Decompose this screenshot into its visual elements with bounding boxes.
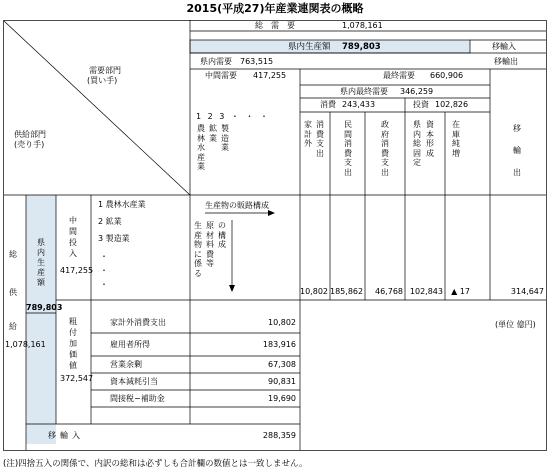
col-exports: 移輸出 <box>513 124 521 177</box>
gross-value-added-value: 372,547 <box>60 374 94 383</box>
page-title: 2015(平成27)年産業連関表の概略 <box>186 2 364 15</box>
domestic-production-row-value: 789,803 <box>26 303 63 312</box>
intermediate-demand-value: 417,255 <box>253 71 287 80</box>
value-exports: 314,647 <box>510 287 544 296</box>
domestic-final-demand-label: 県内最終需要 <box>340 87 388 96</box>
industry-dot-3: ・ <box>100 280 108 289</box>
value-added-value-2: 67,308 <box>268 360 296 369</box>
investment-value: 102,826 <box>435 100 469 109</box>
final-demand-value: 660,906 <box>430 71 464 80</box>
benefit-char: 給 <box>9 322 17 331</box>
down-arrow-head <box>229 285 235 292</box>
col-household-ext-a: 家計外 <box>304 120 312 149</box>
value-added-label-0: 家計外消費支出 <box>110 318 166 327</box>
exports-header: 移輸出 <box>494 57 518 66</box>
value-added-label-1: 雇用者所得 <box>110 340 150 349</box>
industry-2: 2 鉱業 <box>98 217 122 226</box>
total-demand-value: 1,078,161 <box>342 21 383 30</box>
consumption-label: 消費 <box>320 100 336 109</box>
cost-structure-col-2: 原材料費等 <box>206 221 214 269</box>
total-supply-char: 総 <box>9 250 17 259</box>
cost-structure-col-3: の構成 <box>218 221 226 250</box>
unit-label: (単位 億円) <box>495 320 536 329</box>
col-agriculture: 農林水産業 <box>197 124 205 172</box>
domestic-production-label: 県内生産額 <box>288 42 331 52</box>
sales-structure-label: 生産物の販路構成 <box>205 201 269 210</box>
demand-sector-label: 需要部門 <box>89 66 121 75</box>
industry-dot-2: ・ <box>100 266 108 275</box>
cost-structure-col-1: 生産物に係る <box>194 221 202 278</box>
consumption-value: 243,433 <box>342 100 376 109</box>
column-numbers: 1 2 3 ・ ・ ・ <box>196 112 270 121</box>
right-arrow-head <box>268 210 275 216</box>
value-added-value-4: 19,690 <box>268 394 296 403</box>
value-added-label-3: 資本減耗引当 <box>110 377 158 386</box>
col-household-ext-b: 消費支出 <box>316 120 324 158</box>
col-fixed-capital-b: 資本形成 <box>426 120 434 158</box>
imports-row-value: 288,359 <box>262 431 296 440</box>
value-added-value-3: 90,831 <box>268 377 296 386</box>
value-added-label-2: 営業余剰 <box>110 360 142 369</box>
value-inventory: ▲ 17 <box>451 287 470 296</box>
supply-sector-label: 供給部門 <box>14 130 46 139</box>
industry-1: 1 農林水産業 <box>98 200 146 209</box>
col-manufacturing: 製造業 <box>221 124 229 153</box>
industry-3: 3 製造業 <box>98 234 130 243</box>
imports-row-label: 移輸入 <box>48 431 84 440</box>
domestic-production-value: 789,803 <box>342 42 381 52</box>
col-inventory: 在庫純増 <box>452 120 460 158</box>
domestic-production-row-label: 県内生産額 <box>37 238 45 287</box>
buyer-label: (買い手) <box>87 76 118 85</box>
col-mining: 鉱業 <box>209 124 217 143</box>
domestic-demand-label: 県内需要 <box>200 57 232 66</box>
value-government-consumption: 46,768 <box>375 287 403 296</box>
supply-char: 供 <box>9 288 17 297</box>
value-household-ext: 10,802 <box>300 287 328 296</box>
industry-dot-1: ・ <box>100 252 108 261</box>
total-demand-label: 総 需 要 <box>255 21 295 30</box>
gross-value-added-label: 粗付加価値 <box>69 317 77 370</box>
value-added-value-0: 10,802 <box>268 318 296 327</box>
col-fixed-capital-a: 県内総固定 <box>413 120 421 168</box>
footnote: (注)四捨五入の関係で、内訳の総和は必ずしも合計欄の数値とは一致しません。 <box>3 459 308 469</box>
imports-header: 移輸入 <box>492 42 516 51</box>
intermediate-demand-label: 中間需要 <box>205 71 237 80</box>
intermediate-input-value: 417,255 <box>60 266 94 275</box>
value-private-consumption: 185,862 <box>330 287 364 296</box>
domestic-final-demand-value: 346,259 <box>400 87 434 96</box>
value-added-value-1: 183,916 <box>262 340 296 349</box>
intermediate-input-label: 中間投入 <box>69 216 77 258</box>
domestic-demand-value: 763,515 <box>240 57 274 66</box>
col-private-consumption: 民間消費支出 <box>344 120 352 177</box>
total-supply-value: 1,078,161 <box>5 340 46 349</box>
value-fixed-capital: 102,843 <box>409 287 443 296</box>
col-government-consumption: 政府消費支出 <box>381 120 389 177</box>
value-added-label-4: 間接税−補助金 <box>110 394 165 403</box>
final-demand-label: 最終需要 <box>383 71 415 80</box>
investment-label: 投資 <box>413 100 429 109</box>
seller-label: (売り手) <box>14 140 45 149</box>
